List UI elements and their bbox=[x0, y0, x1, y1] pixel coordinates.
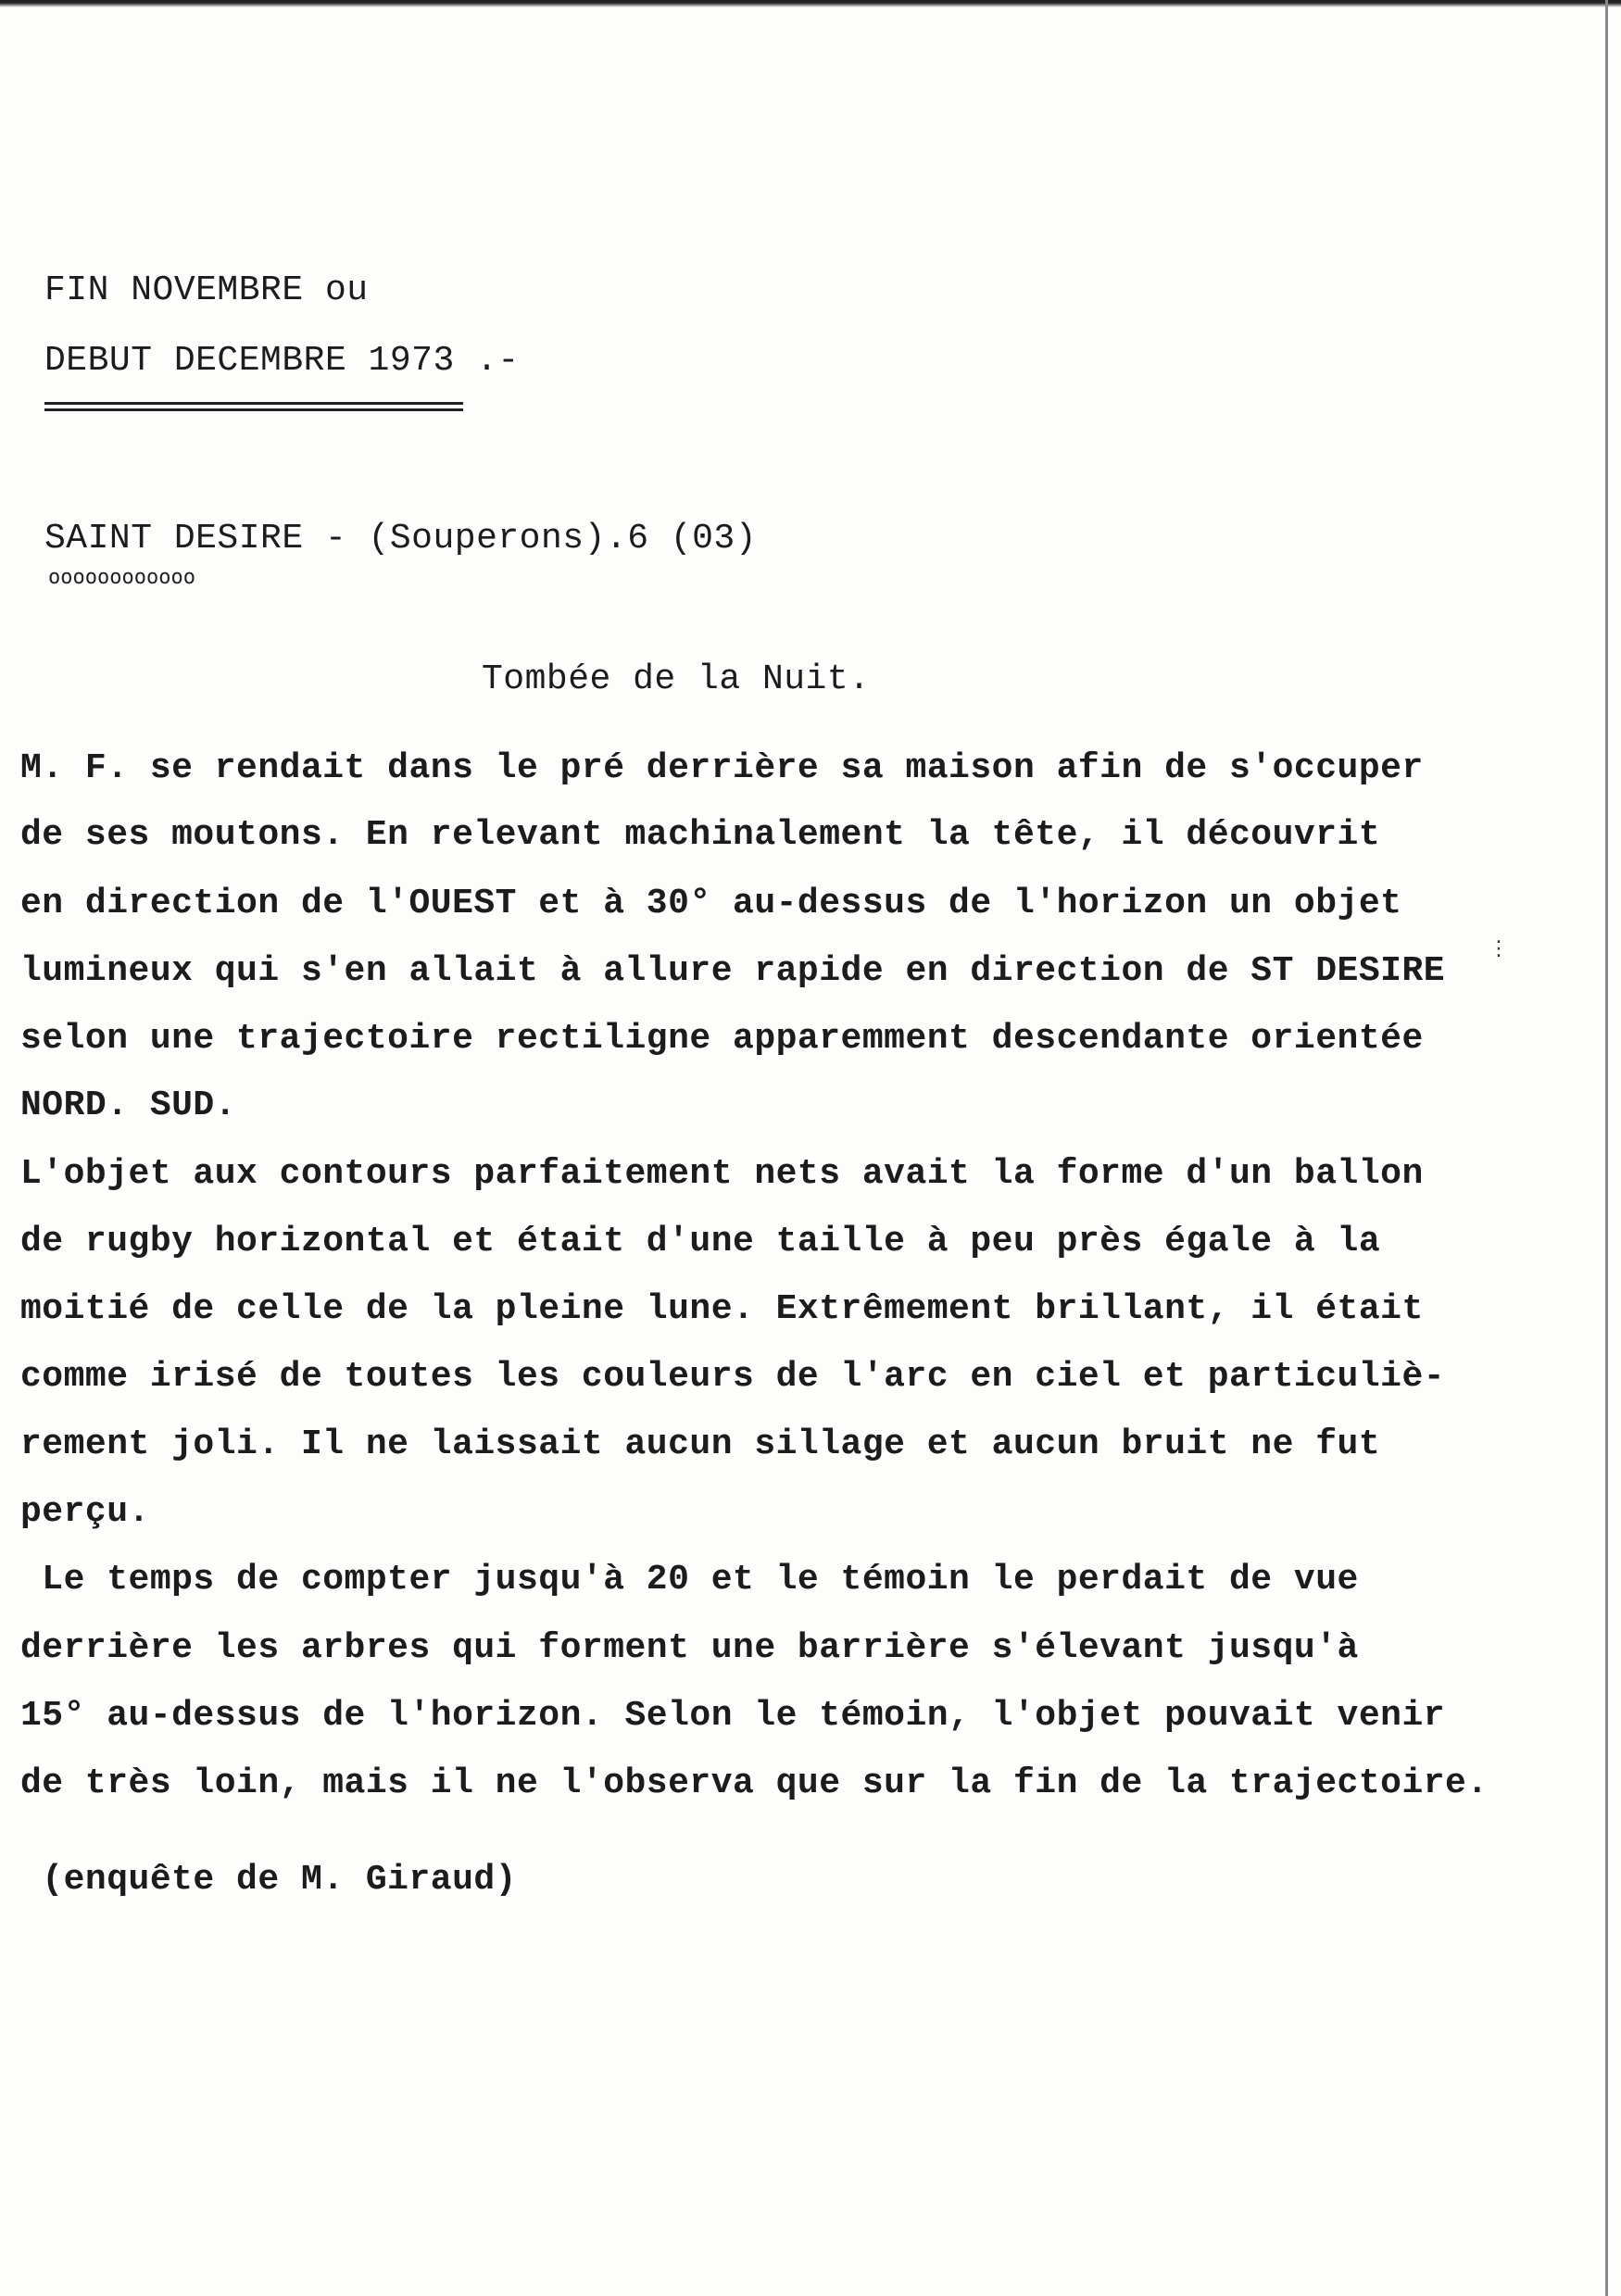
body-line-1: M. F. se rendait dans le pré derrière sa maison afin de s'occuper bbox=[20, 748, 1424, 788]
date-underline-2 bbox=[44, 408, 463, 411]
body-line-5: selon une trajectoire rectiligne apparemment descendante orientée bbox=[20, 1019, 1424, 1059]
body-line-15: 15° au-dessus de l'horizon. Selon le témoin, l'objet pouvait venir bbox=[20, 1696, 1446, 1736]
page-top-edge bbox=[0, 0, 1621, 7]
time-of-day: Tombée de la Nuit. bbox=[482, 659, 871, 699]
body-line-8: de rugby horizontal et était d'une taille à peu près égale à la bbox=[20, 1222, 1381, 1261]
body-line-14: derrière les arbres qui forment une barrière s'élevant jusqu'à bbox=[20, 1628, 1359, 1668]
location-underline: oooooooooooo bbox=[48, 566, 195, 589]
body-line-9: moitié de celle de la pleine lune. Extrêmement brillant, il était bbox=[20, 1289, 1424, 1329]
body-line-12: perçu. bbox=[20, 1492, 150, 1532]
margin-mark: ⋮ bbox=[1489, 937, 1509, 960]
body-line-16: de très loin, mais il ne l'observa que sur la fin de la trajectoire. bbox=[20, 1763, 1489, 1803]
date-underline-1 bbox=[44, 402, 463, 405]
date-line-1: FIN NOVEMBRE ou bbox=[44, 270, 369, 310]
body-line-13: Le temps de compter jusqu'à 20 et le témoin le perdait de vue bbox=[20, 1560, 1359, 1600]
body-line-4: lumineux qui s'en allait à allure rapide en direction de ST DESIRE bbox=[20, 951, 1446, 991]
body-line-7: L'objet aux contours parfaitement nets avait la forme d'un ballon bbox=[20, 1154, 1424, 1194]
body-line-10: comme irisé de toutes les couleurs de l'arc en ciel et particuliè- bbox=[20, 1357, 1446, 1397]
page-right-edge bbox=[1605, 0, 1608, 2296]
body-line-11: rement joli. Il ne laissait aucun sillage et aucun bruit ne fut bbox=[20, 1424, 1381, 1464]
body-line-3: en direction de l'OUEST et à 30° au-dessus de l'horizon un objet bbox=[20, 884, 1402, 923]
investigation-note: (enquête de M. Giraud) bbox=[20, 1860, 517, 1900]
body-line-2: de ses moutons. En relevant machinalement la tête, il découvrit bbox=[20, 815, 1381, 855]
location-title: SAINT DESIRE - (Souperons).6 (03) bbox=[44, 519, 758, 558]
date-line-2: DEBUT DECEMBRE 1973 .- bbox=[44, 341, 520, 381]
body-line-6: NORD. SUD. bbox=[20, 1085, 237, 1125]
